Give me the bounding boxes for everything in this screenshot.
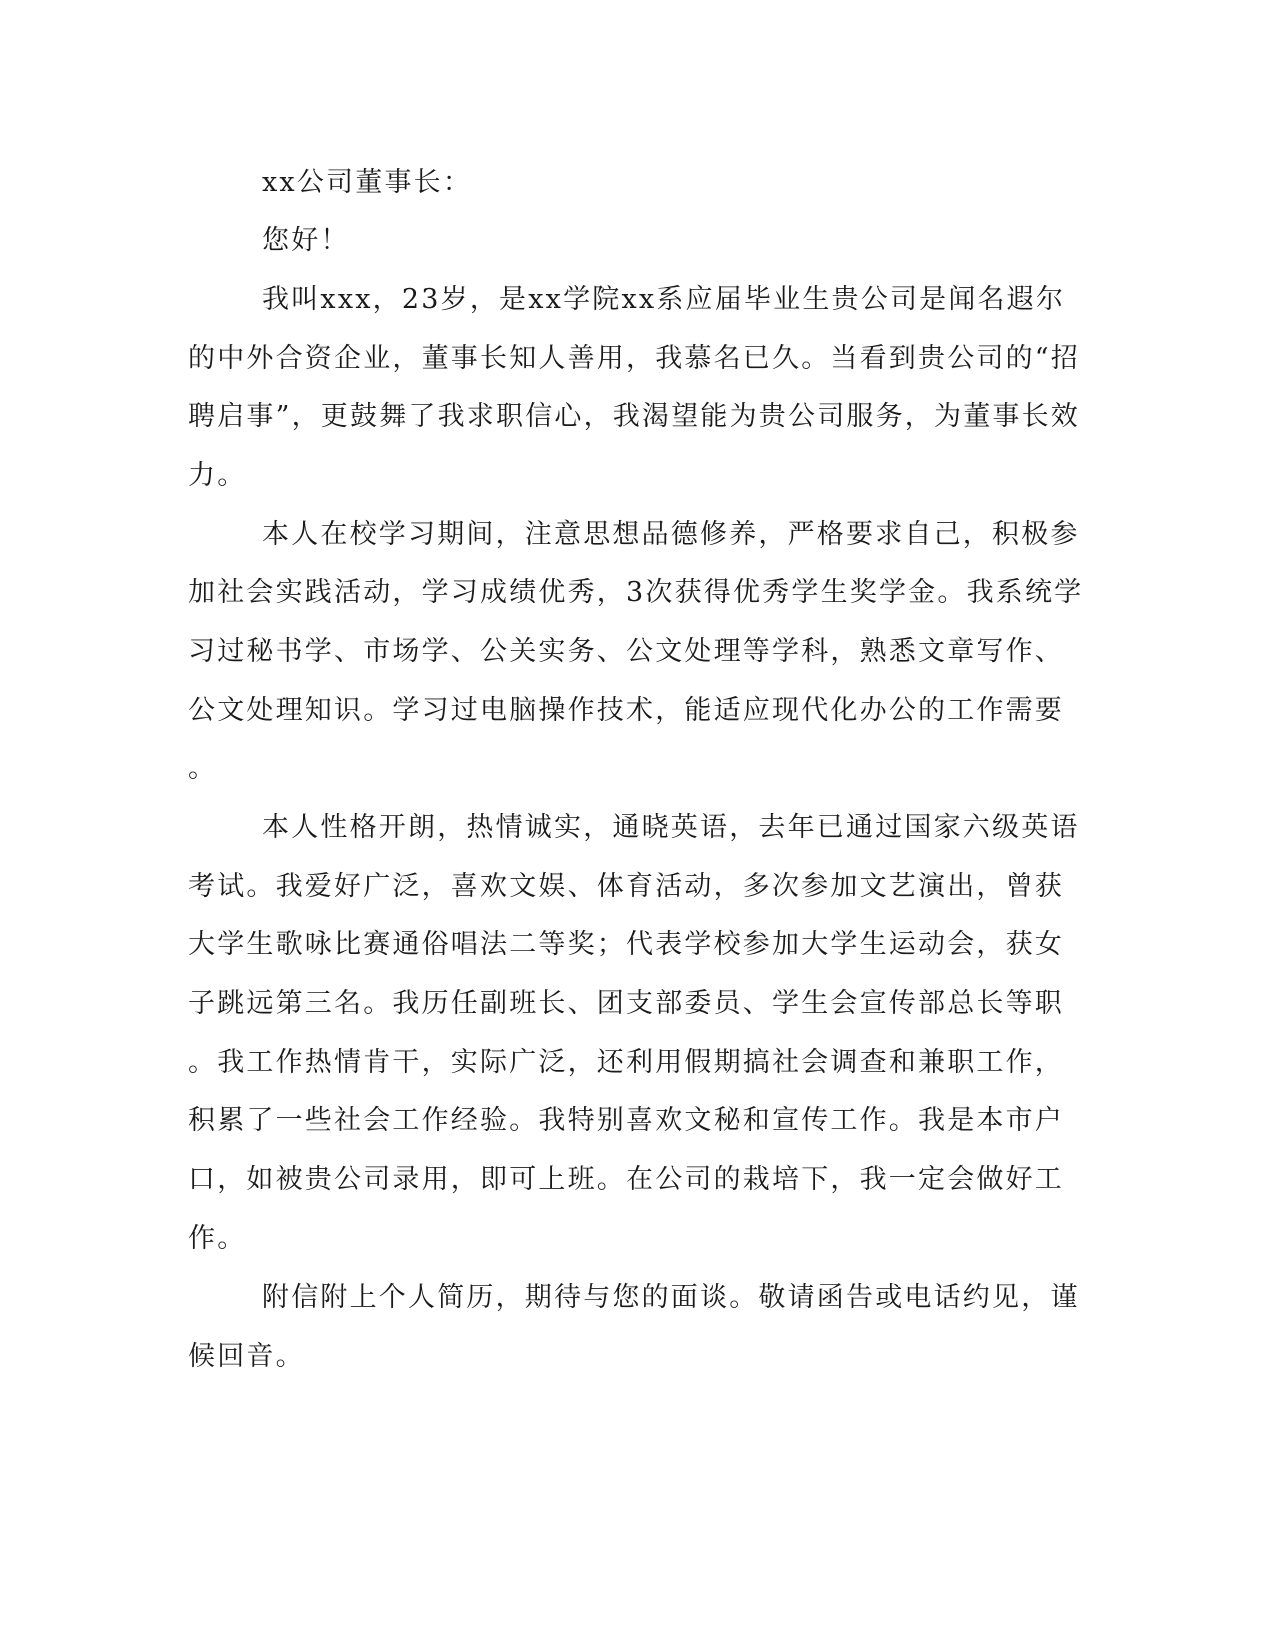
body-line: 口，如被贵公司录用，即可上班。在公司的栽培下，我一定会做好工: [188, 1164, 1064, 1195]
salutation: xx公司董事长：: [262, 167, 473, 198]
body-line: 的中外合资企业，董事长知人善用，我慕名已久。当看到贵公司的“招: [188, 343, 1081, 374]
greeting: 您好！: [262, 225, 350, 256]
body-line: 积累了一些社会工作经验。我特别喜欢文秘和宣传工作。我是本市户: [188, 1105, 1064, 1136]
body-line: 附信附上个人简历，期待与您的面谈。敬请函告或电话约见，谨: [262, 1282, 1080, 1313]
body-line: 考试。我爱好广泛，喜欢文娱、体育活动，多次参加文艺演出，曾获: [188, 871, 1064, 902]
body-line: 聘启事”，更鼓舞了我求职信心，我渴望能为贵公司服务，为董事长效: [188, 401, 1081, 432]
body-line: 本人在校学习期间，注意思想品德修养，严格要求自己，积极参: [262, 519, 1080, 550]
body-line: 子跳远第三名。我历任副班长、团支部委员、学生会宣传部总长等职: [188, 988, 1064, 1019]
body-line: 加社会实践活动，学习成绩优秀，3次获得优秀学生奖学金。我系统学: [188, 577, 1084, 608]
body-line: 作。: [188, 1223, 247, 1254]
body-line: 我叫xxx，23岁，是xx学院xx系应届毕业生贵公司是闻名遐尔: [262, 284, 1066, 315]
body-line: 候回音。: [188, 1341, 305, 1372]
body-line: 公文处理知识。学习过电脑操作技术，能适应现代化办公的工作需要: [188, 695, 1064, 726]
body-line: 力。: [188, 460, 247, 491]
body-line: 习过秘书学、市场学、公关实务、公文处理等学科，熟悉文章写作、: [188, 636, 1064, 667]
body-line: 大学生歌咏比赛通俗唱法二等奖；代表学校参加大学生运动会，获女: [188, 929, 1064, 960]
body-line: 。我工作热情肯干，实际广泛，还利用假期搞社会调查和兼职工作，: [188, 1047, 1064, 1078]
body-line: 本人性格开朗，热情诚实，通晓英语，去年已通过国家六级英语: [262, 812, 1080, 843]
body-line: 。: [188, 753, 218, 784]
